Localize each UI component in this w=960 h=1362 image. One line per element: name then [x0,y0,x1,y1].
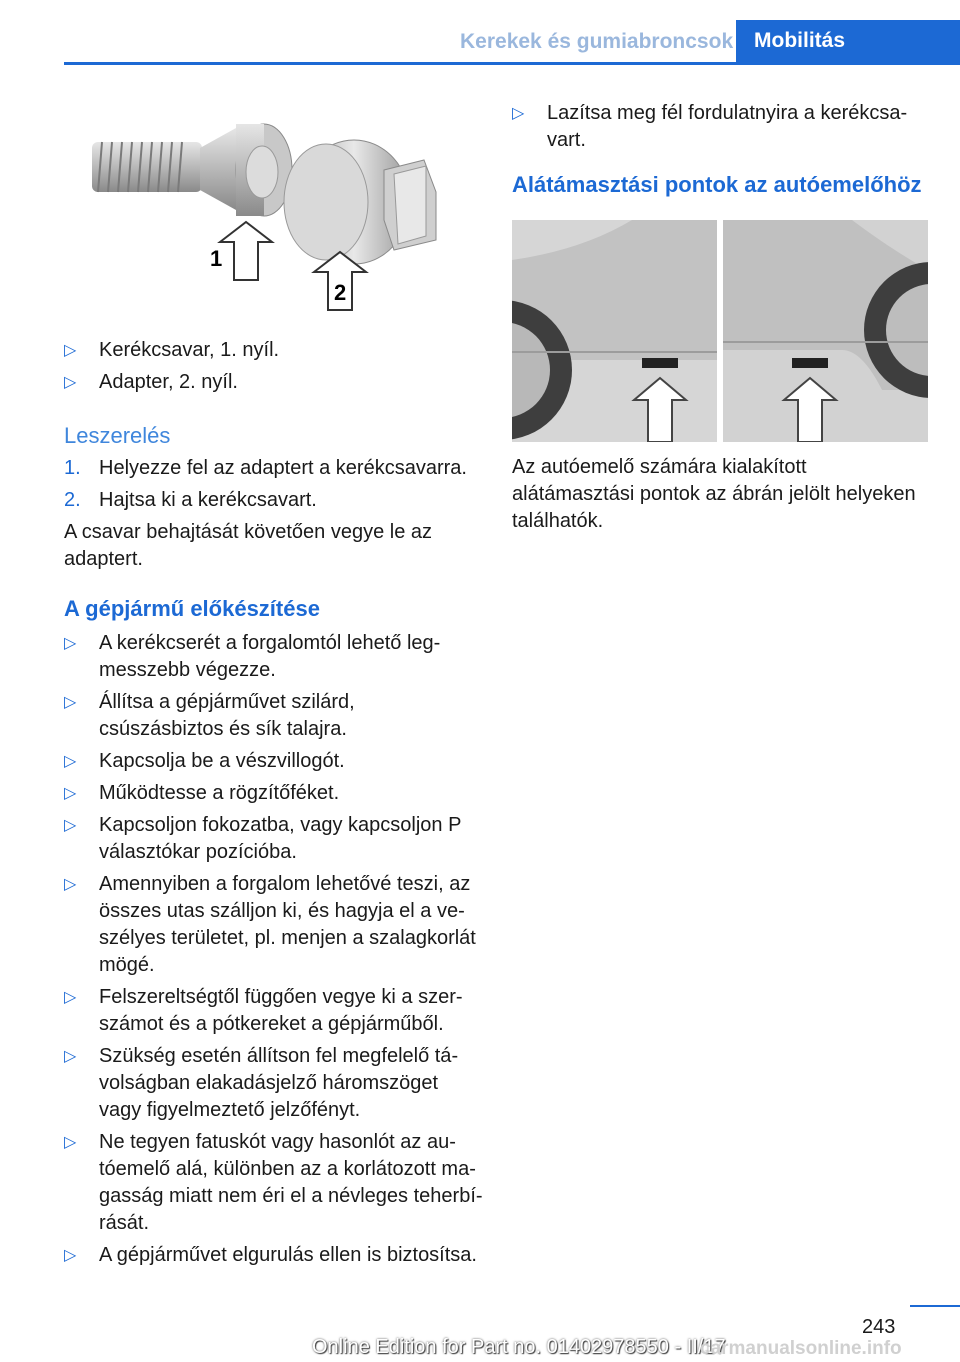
list-item: ▷ Felszereltségtől függően vegye ki a szerszámot és a pótkereket a gépjárműből. [64,984,484,1038]
footer-rule [910,1305,960,1307]
list-item: ▷ Működtesse a rögzítőféket. [64,780,484,807]
header-section-title: Kerekek és gumiabroncsok [460,30,734,53]
section-heading-removal: Leszerelés [64,423,171,448]
list-item [64,487,484,514]
section-heading-preparation: A gépjármű előkészítése [64,596,320,621]
list-item: ▷ Lazítsa meg fél fordulatnyira a kerékcsavart. [512,100,932,154]
list-item: ▷ Kerékcsavar, 1. nyíl. [64,337,484,364]
right-column [512,100,932,535]
list-item: ▷ Állítsa a gépjárművet szilárd, csúszásbiztos és sík talajra. [64,689,484,743]
watermark: carmanualsonline.info [700,1338,902,1359]
online-edition-text: Online Edition for Part no. 01402978550 - II/17 [312,1336,726,1358]
left-column [64,110,484,1274]
wheel-bolt-figure [64,110,474,325]
removal-note: A csavar behajtását követően vegye le az adaptert. [64,521,433,570]
arrow-2-label: 2 [334,280,347,305]
loosen-list [512,100,932,154]
step-number: 1. [64,457,81,479]
list-item: ▷ Szükség esetén állítson fel megfelelő távolságban elakadásjelző háromszöget vagy figyelmeztető jelzőfényt. [64,1043,484,1124]
list-item: ▷ Kapcsoljon fokozatba, vagy kapcsoljon P választókar pozícióba. [64,812,484,866]
removal-steps [64,455,484,514]
list-item: ▷ Ne tegyen fatuskót vagy hasonlót az autóemelő alá, különben az a korlátozott magasság miatt nem éri el a névleges teherbírását. [64,1129,484,1237]
step-number: 2. [64,489,81,511]
arrow-1-label: 1 [210,246,223,271]
step-text: Hajtsa ki a kerékcsavart. [99,489,317,511]
list-item: ▷ A kerékcserét a forgalomtól lehető legmesszebb végezze. [64,630,484,684]
bolt-legend-list [64,337,484,396]
list-item: ▷ A gépjárművet elgurulás ellen is biztosítsa. [64,1242,484,1269]
section-heading-jacking-points: Alátámasztási pontok az autóemelőhöz [512,172,922,197]
header-rule [64,62,960,65]
header-chapter-tab: Mobilitás [736,20,960,62]
step-text: Helyezze fel az adaptert a kerékcsavarra. [99,457,467,479]
list-item [64,455,484,482]
list-item: ▷ Kapcsolja be a vészvillogót. [64,748,484,775]
jacking-points-caption: Az autóemelő számára kialakított alátámasztási pontok az ábrán jelölt helyeken találhatók. [512,456,916,532]
page-number: 243 [862,1316,896,1338]
jacking-points-figure [512,220,928,442]
preparation-list [64,630,484,1269]
list-item: ▷ Amennyiben a forgalom lehetővé teszi, az összes utas szálljon ki, és hagyja el a veszélyes területet, pl. menjen a szalagkorlát mögé. [64,871,484,979]
list-item: ▷ Adapter, 2. nyíl. [64,369,484,396]
